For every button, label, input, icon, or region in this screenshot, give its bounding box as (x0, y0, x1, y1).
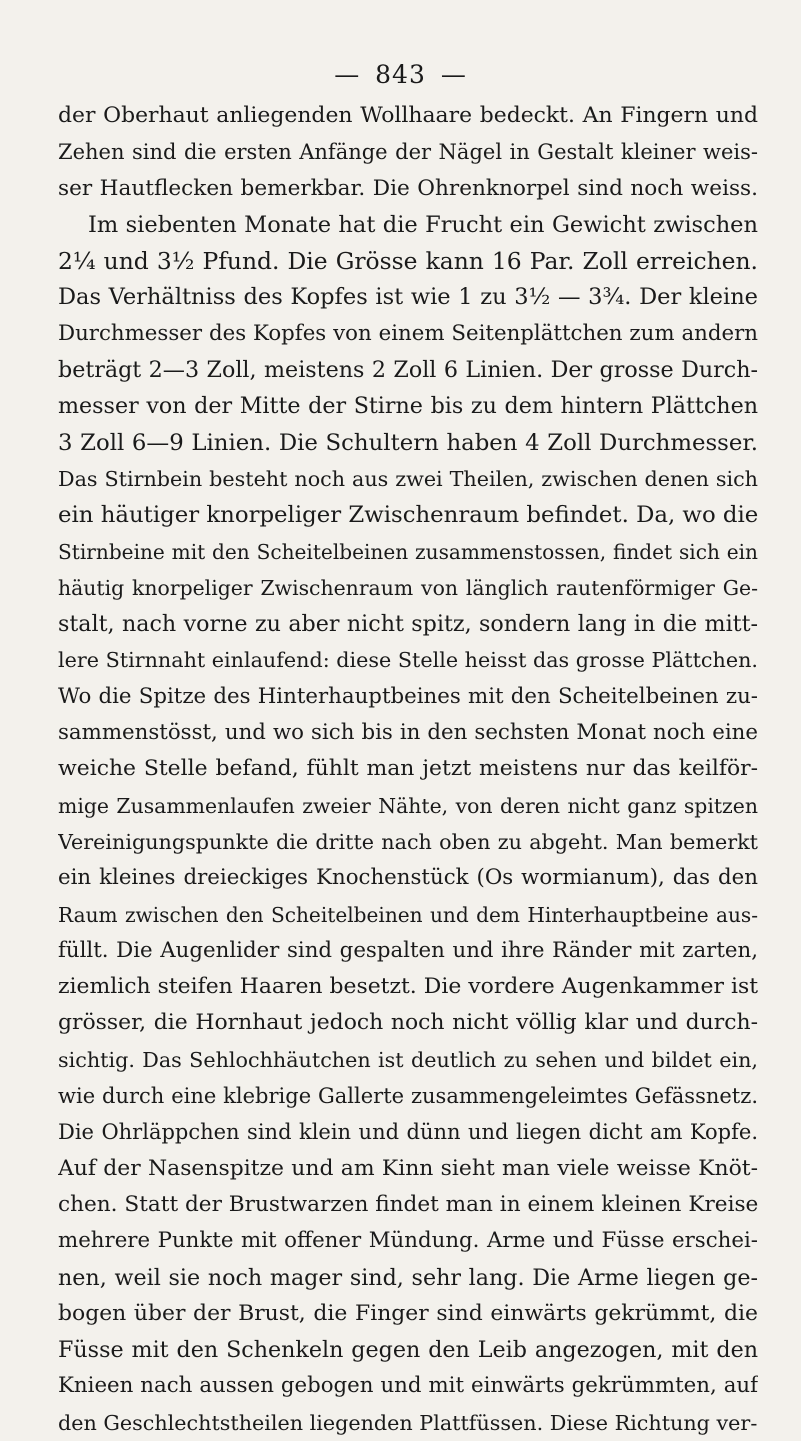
text-line: den Geschlechtstheilen liegenden Plattfüssen. Diese Richtung ver- (58, 1410, 758, 1435)
text-line: ziemlich steifen Haaren besetzt. Die vordere Augenkammer ist (58, 974, 758, 1000)
text-line: sammenstösst, und wo sich bis in den sechsten Monat noch eine (58, 720, 758, 746)
text-line: Auf der Nasenspitze und am Kinn sieht man viele weisse Knöt- (58, 1155, 758, 1181)
text-line: Durchmesser des Kopfes von einem Seitenplättchen zum andern (58, 320, 758, 346)
text-line: bogen über der Brust, die Finger sind einwärts gekrümmt, die (58, 1300, 758, 1326)
text-line: Stirnbeine mit den Scheitelbeinen zusammenstossen, findet sich ein (58, 539, 758, 564)
text-line: Raum zwischen den Scheitelbeinen und dem Hinterhauptbeine aus- (58, 902, 758, 927)
text-line: sichtig. Das Sehlochhäutchen ist deutlich zu sehen und bildet ein, (58, 1047, 758, 1072)
header-dash-right: — (440, 60, 467, 89)
header-dash-left: — (334, 60, 361, 89)
text-line: wie durch eine klebrige Gallerte zusammengeleimtes Gefässnetz. (58, 1084, 758, 1109)
text-line: messer von der Mitte der Stirne bis zu dem hintern Plättchen (58, 393, 758, 420)
text-line: mige Zusammenlaufen zweier Nähte, von deren nicht ganz spitzen (58, 793, 758, 818)
text-line: Im siebenten Monate hat die Frucht ein Gewicht zwischen (88, 211, 758, 238)
text-line: Füsse mit den Schenkeln gegen den Leib angezogen, mit den (58, 1337, 758, 1364)
text-line: beträgt 2—3 Zoll, meistens 2 Zoll 6 Linien. Der grosse Durch- (58, 357, 758, 384)
text-line: füllt. Die Augenlider sind gespalten und ihre Ränder mit zarten, (58, 937, 758, 963)
text-line: ein kleines dreieckiges Knochenstück (Os wormianum), das den (58, 865, 758, 891)
text-line: stalt, nach vorne zu aber nicht spitz, sondern lang in die mitt- (58, 611, 758, 638)
text-line: Das Verhältniss des Kopfes ist wie 1 zu 3½ — 3¾. Der kleine (58, 284, 758, 311)
text-line: Wo die Spitze des Hinterhauptbeines mit den Scheitelbeinen zu- (58, 683, 758, 709)
text-line: grösser, die Hornhaut jedoch noch nicht völlig klar und durch- (58, 1010, 758, 1036)
text-line: Die Ohrläppchen sind klein und dünn und liegen dicht am Kopfe. (58, 1120, 758, 1145)
text-line: ser Hautflecken bemerkbar. Die Ohrenknorpel sind noch weiss. (58, 175, 758, 201)
text-line: Zehen sind die ersten Anfänge der Nägel in Gestalt kleiner weis- (58, 140, 758, 165)
text-line: 3 Zoll 6—9 Linien. Die Schultern haben 4 Zoll Durchmesser. (58, 429, 758, 456)
text-line: Das Stirnbein besteht noch aus zwei Theilen, zwischen denen sich (58, 466, 758, 491)
text-line: der Oberhaut anliegenden Wollhaare bedeckt. An Fingern und (58, 103, 758, 128)
text-line: weiche Stelle befand, fühlt man jetzt meistens nur das keilför- (58, 756, 758, 782)
text-line: nen, weil sie noch mager sind, sehr lang. Die Arme liegen ge- (58, 1264, 758, 1291)
text-line: 2¼ und 3½ Pfund. Die Grösse kann 16 Par. Zoll erreichen. (58, 247, 758, 276)
text-line: ein häutiger knorpeliger Zwischenraum befindet. Da, wo die (58, 502, 758, 529)
text-line: Knieen nach aussen gebogen und mit einwärts gekrümmten, auf (58, 1373, 758, 1399)
body-text (58, 98, 758, 1441)
text-line: Vereinigungspunkte die dritte nach oben zu abgeht. Man bemerkt (58, 829, 758, 854)
text-line: häutig knorpeliger Zwischenraum von länglich rautenförmiger Ge- (58, 575, 758, 600)
page-number: 843 (375, 60, 426, 89)
text-line: chen. Statt der Brustwarzen findet man in einem kleinen Kreise (58, 1191, 758, 1217)
text-line: mehrere Punkte mit offener Mündung. Arme und Füsse erschei- (58, 1228, 758, 1254)
text-line: lere Stirnnaht einlaufend: diese Stelle heisst das grosse Plättchen. (58, 648, 758, 673)
page-header (0, 60, 801, 89)
